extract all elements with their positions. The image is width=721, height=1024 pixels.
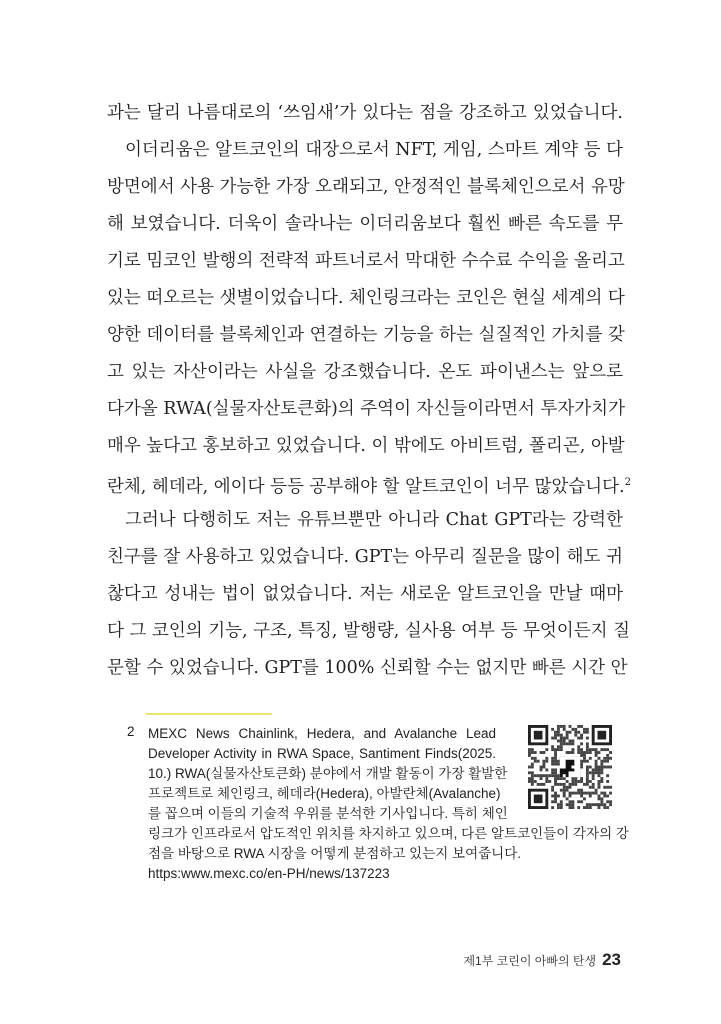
body-line: 다가올 RWA(실물자산토큰화)의 주역이 자신들이라면서 투자가치가	[107, 399, 625, 419]
page-number: 23	[602, 950, 621, 969]
body-line: 매우 높다고 홍보하고 있었습니다. 이 밖에도 아비트럼, 폴리곤, 아발	[107, 436, 625, 456]
footnote-reference[interactable]: 2	[624, 477, 631, 488]
body-line: 해 보였습니다. 더욱이 솔라나는 이더리움보다 훨씬 빠른 속도를 무	[107, 214, 623, 234]
body-line: 란체, 헤데라, 에이다 등등 공부해야 할 알트코인이 너무 많았습니다.	[107, 476, 625, 497]
footnote-line: 점을 바탕으로 RWA 시장을 어떻게 분점하고 있는지 보여줍니다.	[148, 846, 521, 861]
page-footer	[463, 950, 621, 970]
body-line: 양한 데이터를 블록체인과 연결하는 기능을 하는 실질적인 가치를 갖	[107, 325, 625, 345]
footnote-line: Developer Activity in RWA Space, Santiment Finds(2025.	[148, 746, 496, 761]
footnote-line: 10.) RWA(실물자산토큰화) 분야에서 개발 활동이 가장 활발한	[148, 766, 508, 781]
body-line: 방면에서 사용 가능한 가장 오래되고, 안정적인 블록체인으로서 유망	[107, 177, 625, 197]
body-line: 다 그 코인의 기능, 구조, 특징, 발행량, 실사용 여부 등 무엇이든지 질	[107, 621, 630, 641]
body-line: 문할 수 있었습니다. GPT를 100% 신뢰할 수는 없지만 빠른 시간 안	[107, 658, 628, 678]
footnote-line: 링크가 인프라로서 압도적인 위치를 차지하고 있으며, 다른 알트코인들이 각자의 강	[148, 826, 629, 841]
body-line: 있는 떠오르는 샛별이었습니다. 체인링크라는 코인은 현실 세계의 다	[107, 288, 625, 308]
footnote-line: 를 꼽으며 이들의 기술적 우위를 분석한 기사입니다. 특히 체인	[148, 806, 508, 821]
footnote-line: 프로젝트로 체인링크, 헤데라(Hedera), 아발란체(Avalanche)	[148, 786, 501, 801]
footnote-url[interactable]: https:www.mexc.co/en-PH/news/137223	[148, 866, 390, 881]
footnote-line: MEXC News Chainlink, Hedera, and Avalanche Lead	[148, 726, 496, 741]
body-line: 과는 달리 나름대로의 ‘쓰임새’가 있다는 점을 강조하고 있었습니다.	[107, 103, 623, 123]
body-line: 이더리움은 알트코인의 대장으로서 NFT, 게임, 스마트 계약 등 다	[125, 140, 623, 160]
footnote-divider	[146, 713, 272, 715]
body-line: 고 있는 자산이라는 사실을 강조했습니다. 온도 파이낸스는 앞으로	[107, 362, 623, 382]
body-line: 친구를 잘 사용하고 있었습니다. GPT는 아무리 질문을 많이 해도 귀	[107, 547, 623, 567]
body-line-with-footnote	[107, 468, 631, 505]
body-line: 기로 밈코인 발행의 전략적 파트너로서 막대한 수수료 수익을 올리고	[107, 251, 625, 271]
body-line: 찮다고 성내는 법이 없었습니다. 저는 새로운 알트코인을 만날 때마	[107, 584, 623, 604]
footnote-number: 2	[127, 724, 135, 739]
section-title: 제1부 코린이 아빠의 탄생	[463, 954, 597, 968]
body-text	[107, 98, 631, 690]
qr-code-icon[interactable]	[528, 725, 612, 809]
body-line: 그러나 다행히도 저는 유튜브뿐만 아니라 Chat GPT라는 강력한	[125, 510, 623, 530]
